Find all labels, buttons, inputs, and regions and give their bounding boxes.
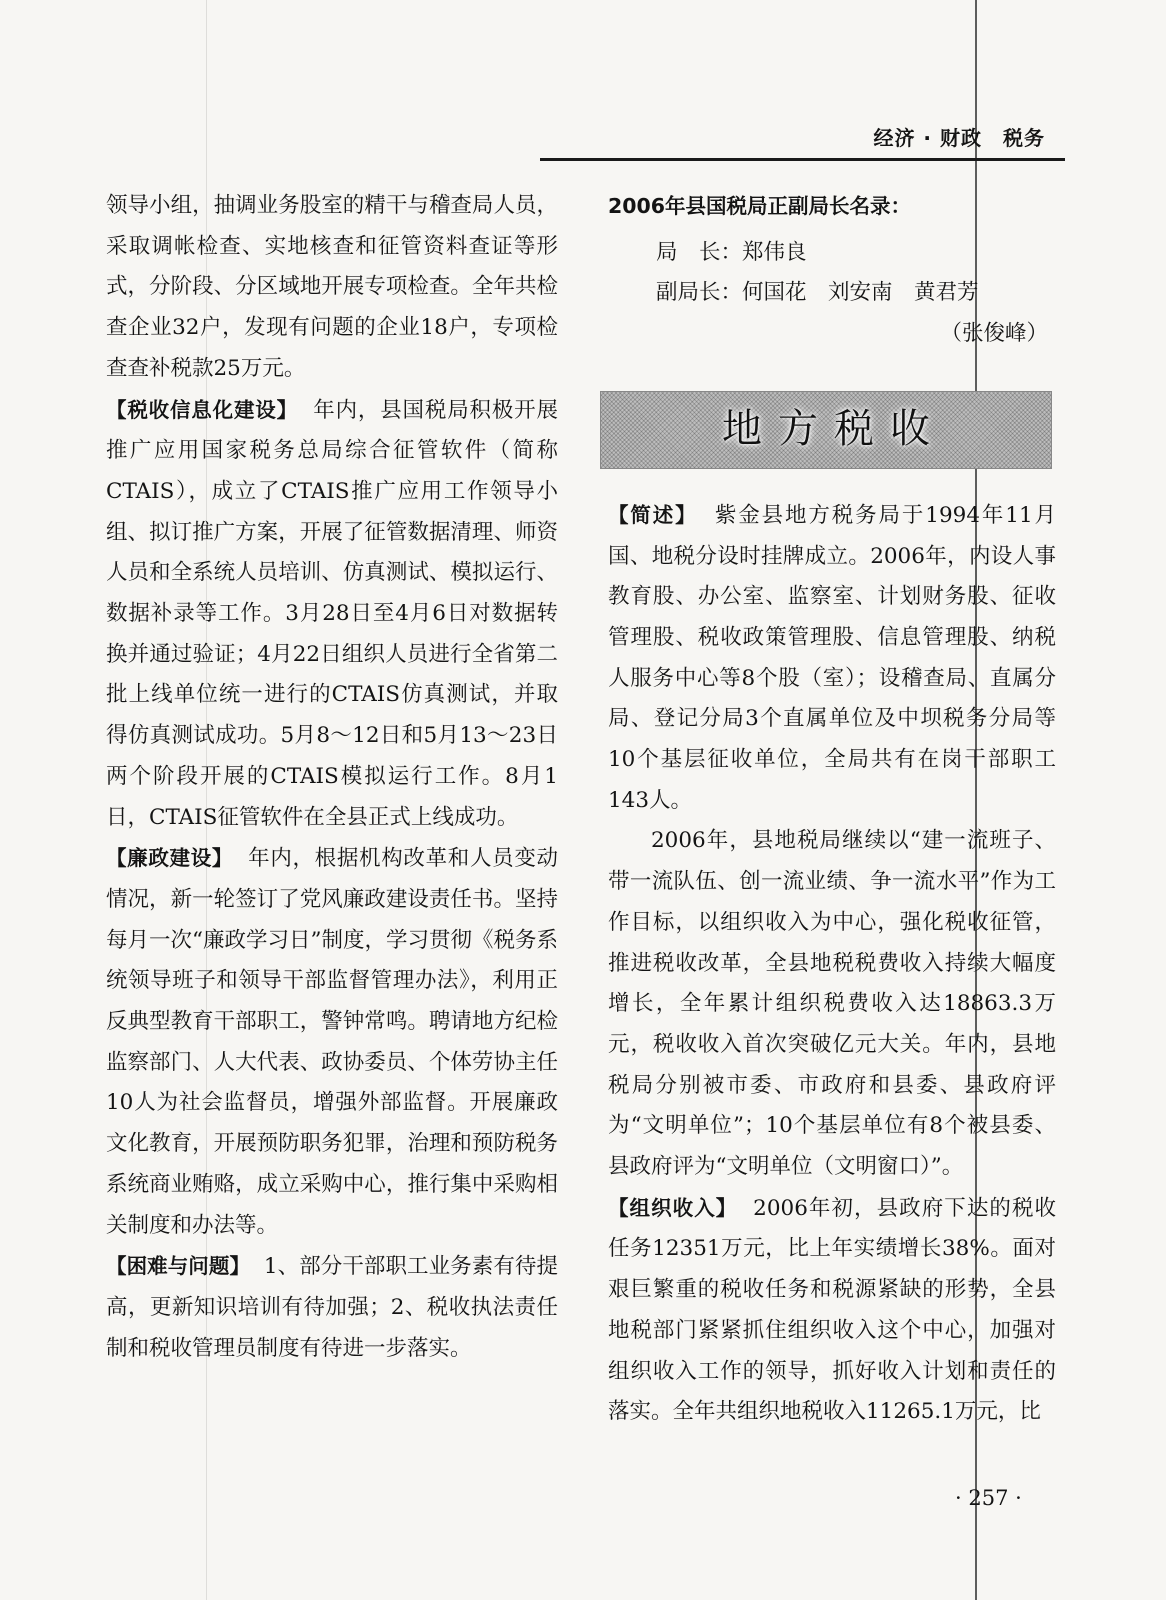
author-credit: （张俊峰） (940, 321, 1048, 347)
kunnan-section (106, 1246, 558, 1369)
section-banner-title: 地方税收 (722, 406, 946, 453)
info-section-body: 年内，县国税局积极开展推广应用国家税务总局综合征管软件（简称CTAIS），成立了CTAIS推广应用工作领导小组、拟订推广方案，开展了征管数据清理、师资人员和全系统人员培训、仿真测试、模拟运行、数据补录等工作。3月28日至4月6日对数据转换并通过验证；4月22日组织人员进行全省第二批上线单位统一进行的CTAIS仿真测试，并取得仿真测试成功。5月8～12日和5月13～23日两个阶段开展的CTAIS模拟运行工作。8月1日，CTAIS征管软件在全县正式上线成功。 (106, 397, 558, 830)
roster-deputies: 副局长：何国花 刘安南 黄君芳 (656, 280, 979, 306)
left-paragraph-1: 领导小组，抽调业务股室的精干与稽查局人员，采取调帐检查、实地核查和征管资料查证等形式，分阶段、分区域地开展专项检查。全年共检查企业32户，发现有问题的企业18户，专项检查查补税款25万元。 (106, 193, 558, 381)
info-section-heading: 【税收信息化建设】 (106, 397, 298, 422)
section-banner (600, 391, 1052, 469)
right-column (608, 186, 1056, 1433)
left-column (106, 186, 558, 1369)
jianshu-heading: 【简述】 (608, 502, 698, 527)
info-section (106, 390, 558, 839)
zuzhi-heading: 【组织收入】 (608, 1195, 738, 1220)
right-paragraph-2006: 2006年，县地税局继续以“建一流班子、带一流队伍、创一流业绩、争一流水平”作为工作目标，以组织收入为中心，强化税收征管，推进税收改革，全县地税税费收入持续大幅度增长，全年累计组织税费收入达18863.3万元，税收收入首次突破亿元大关。年内，县地税局分别被市委、市政府和县委、县政府评为“文明单位”；10个基层单位有8个被县委、县政府评为“文明单位（文明窗口）”。 (608, 828, 1056, 1180)
roster-director: 局 长：郑伟良 (656, 239, 807, 265)
kunnan-heading: 【困难与问题】 (106, 1254, 251, 1279)
header-section-title: 经济 · 财政 税务 (873, 126, 1045, 150)
lianzheng-heading: 【廉政建设】 (106, 846, 234, 871)
roster-title: 2006年县国税局正副局长名录： (608, 194, 912, 218)
zuzhi-section (608, 1188, 1056, 1433)
running-header (540, 118, 1065, 161)
kunnan-body: 1、部分干部职工业务素有待提高，更新知识培训有待加强；2、税收执法责任制和税收管理员制度有待进一步落实。 (106, 1254, 559, 1361)
jianshu-body: 紫金县地方税务局于1994年11月国、地税分设时挂牌成立。2006年，内设人事教育股、办公室、监察室、计划财务股、征收管理股、税收政策管理股、信息管理股、纳税人服务中心等8个股（室）；设稽查局、直属分局、登记分局3个直属单位及中坝税务分局等10个基层征收单位，全局共有在岗干部职工143人。 (608, 502, 1056, 813)
lianzheng-body: 年内，根据机构改革和人员变动情况，新一轮签订了党风廉政建设责任书。坚持每月一次“廉政学习日”制度，学习贯彻《税务系统领导班子和领导干部监督管理办法》，利用正反典型教育干部职工，警钟常鸣。聘请地方纪检监察部门、人大代表、政协委员、个体劳协主任10人为社会监督员，增强外部监督。开展廉政文化教育，开展预防职务犯罪，治理和预防税务系统商业贿赂，成立采购中心，推行集中采购相关制度和办法等。 (106, 846, 559, 1238)
zuzhi-body: 2006年初，县政府下达的税收任务12351万元，比上年实绩增长38%。面对艰巨繁重的税收任务和税源紧缺的形势，全县地税部门紧紧抓住组织收入这个中心，加强对组织收入工作的领导，抓好收入计划和责任的落实。全年共组织地税收入11265.1万元，比 (608, 1195, 1057, 1425)
page-number: · 257 · (955, 1486, 1022, 1510)
lianzheng-section (106, 838, 558, 1246)
jianshu-section (608, 495, 1056, 822)
